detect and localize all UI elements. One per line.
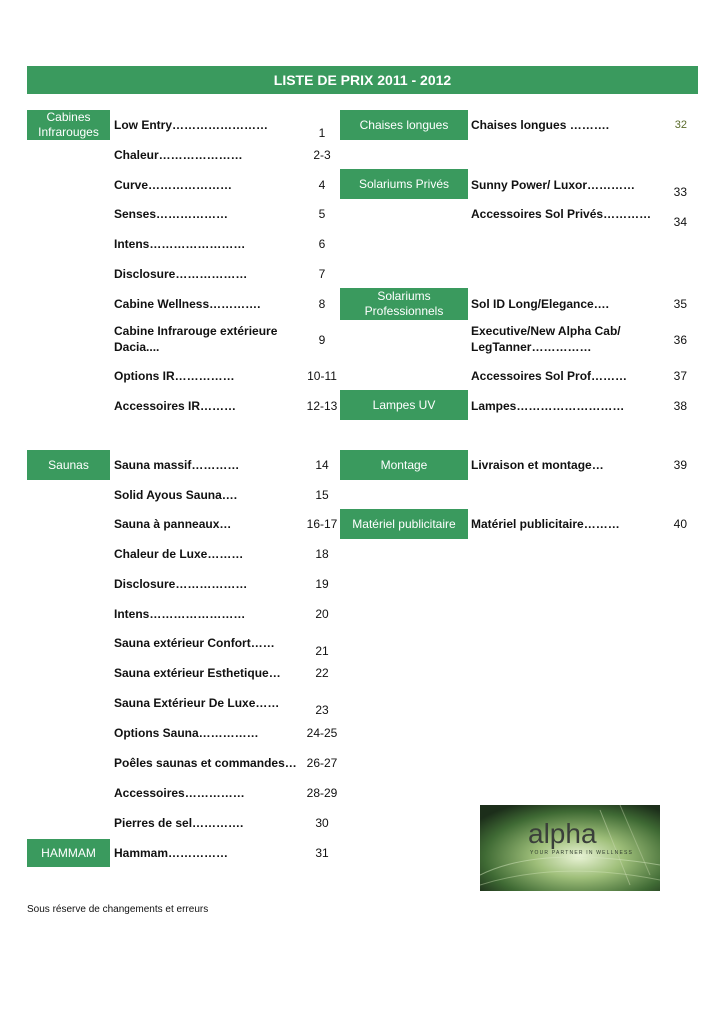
page-number: 2-3 [313, 148, 331, 162]
list-item: Chaleur de Luxe……… [114, 547, 244, 561]
alpha-logo [480, 805, 660, 891]
category-cabines-infrarouges: Cabines Infrarouges [27, 110, 110, 140]
page-number: 37 [673, 369, 687, 383]
list-item: Chaises longues ………. [471, 118, 610, 132]
page-number: 9 [318, 333, 326, 347]
list-item: Sol ID Long/Elegance…. [471, 297, 610, 311]
page-number: 7 [318, 267, 326, 281]
list-item: Options Sauna…………… [114, 726, 259, 740]
page-title: LISTE DE PRIX 2011 - 2012 [27, 66, 698, 94]
list-item: Options IR…………… [114, 369, 235, 383]
page-number: 15 [315, 488, 329, 502]
page-number: 22 [315, 666, 329, 680]
page-number: 36 [673, 333, 687, 347]
page-number: 16-17 [306, 517, 338, 531]
list-item: Accessoires…………… [114, 786, 245, 800]
page-number: 32 [674, 119, 687, 131]
list-item: Sauna Extérieur De Luxe…… [114, 696, 280, 710]
list-item: Disclosure……………… [114, 267, 248, 281]
page-number: 10-11 [307, 369, 337, 383]
list-item: Senses……………… [114, 207, 229, 221]
list-item: Low Entry…………………… [114, 118, 269, 132]
list-item: Lampes……………………… [471, 399, 625, 413]
page-number: 21 [315, 644, 329, 658]
page-number: 5 [318, 207, 326, 221]
page-number: 8 [318, 297, 326, 311]
page-number: 33 [673, 185, 687, 199]
list-item: Sunny Power/ Luxor………… [471, 178, 636, 192]
page-number: 30 [315, 816, 329, 830]
category-materiel-publicitaire: Matériel publicitaire [340, 509, 468, 539]
logo-tagline: YOUR PARTNER IN WELLNESS [530, 850, 634, 856]
category-montage: Montage [340, 450, 468, 480]
list-item: Sauna massif………… [114, 458, 240, 472]
list-item: Disclosure……………… [114, 577, 248, 591]
page-number: 39 [673, 458, 687, 472]
page-number: 20 [315, 607, 329, 621]
category-chaises-longues: Chaises longues [340, 110, 468, 140]
category-saunas: Saunas [27, 450, 110, 480]
page-number: 23 [315, 703, 329, 717]
list-item: Sauna à panneaux… [114, 517, 232, 531]
list-item: Curve………………… [114, 178, 233, 192]
page-number: 40 [673, 517, 687, 531]
logo-wordmark: alpha [528, 818, 597, 849]
page-number: 26-27 [306, 756, 338, 770]
list-item: Intens…………………… [114, 607, 246, 621]
list-item: Livraison et montage… [471, 458, 604, 472]
list-item: Solid Ayous Sauna…. [114, 488, 238, 502]
list-item: Executive/New Alpha Cab/ LegTanner…………… [471, 324, 621, 354]
page-number: 24-25 [306, 726, 338, 740]
list-item: Chaleur………………… [114, 148, 243, 162]
page-number: 12-13 [306, 399, 338, 413]
footer-note: Sous réserve de changements et erreurs [27, 904, 209, 915]
list-item: Cabine Wellness…………. [114, 297, 261, 311]
page-number: 6 [318, 237, 326, 251]
page-number: 4 [318, 178, 326, 192]
page-number: 1 [318, 126, 326, 140]
list-item: Poêles saunas et commandes… [114, 756, 297, 770]
page-number: 14 [315, 458, 329, 472]
list-item: Intens…………………… [114, 237, 246, 251]
page-number: 18 [315, 547, 329, 561]
category-solariums-professionnels: Solariums Professionnels [340, 288, 468, 320]
list-item: Sauna extérieur Confort…… [114, 636, 275, 650]
category-lampes-uv: Lampes UV [340, 390, 468, 420]
list-item: Accessoires Sol Privés………… [471, 207, 652, 221]
category-solariums-prives: Solariums Privés [340, 169, 468, 199]
list-item: Pierres de sel…………. [114, 816, 244, 830]
page-number: 35 [673, 297, 687, 311]
page-number: 28-29 [306, 786, 338, 800]
page-number: 31 [315, 846, 329, 860]
list-item: Accessoires IR……… [114, 399, 237, 413]
category-hammam: HAMMAM [27, 839, 110, 867]
list-item: Accessoires Sol Prof……… [471, 369, 628, 383]
page-number: 34 [673, 215, 687, 229]
page-number: 19 [315, 577, 329, 591]
list-item: Sauna extérieur Esthetique… [114, 666, 281, 680]
list-item: Matériel publicitaire……… [471, 517, 620, 531]
list-item: Hammam…………… [114, 846, 229, 860]
page-number: 38 [673, 399, 687, 413]
list-item: Cabine Infrarouge extérieure Dacia.... [114, 324, 278, 354]
